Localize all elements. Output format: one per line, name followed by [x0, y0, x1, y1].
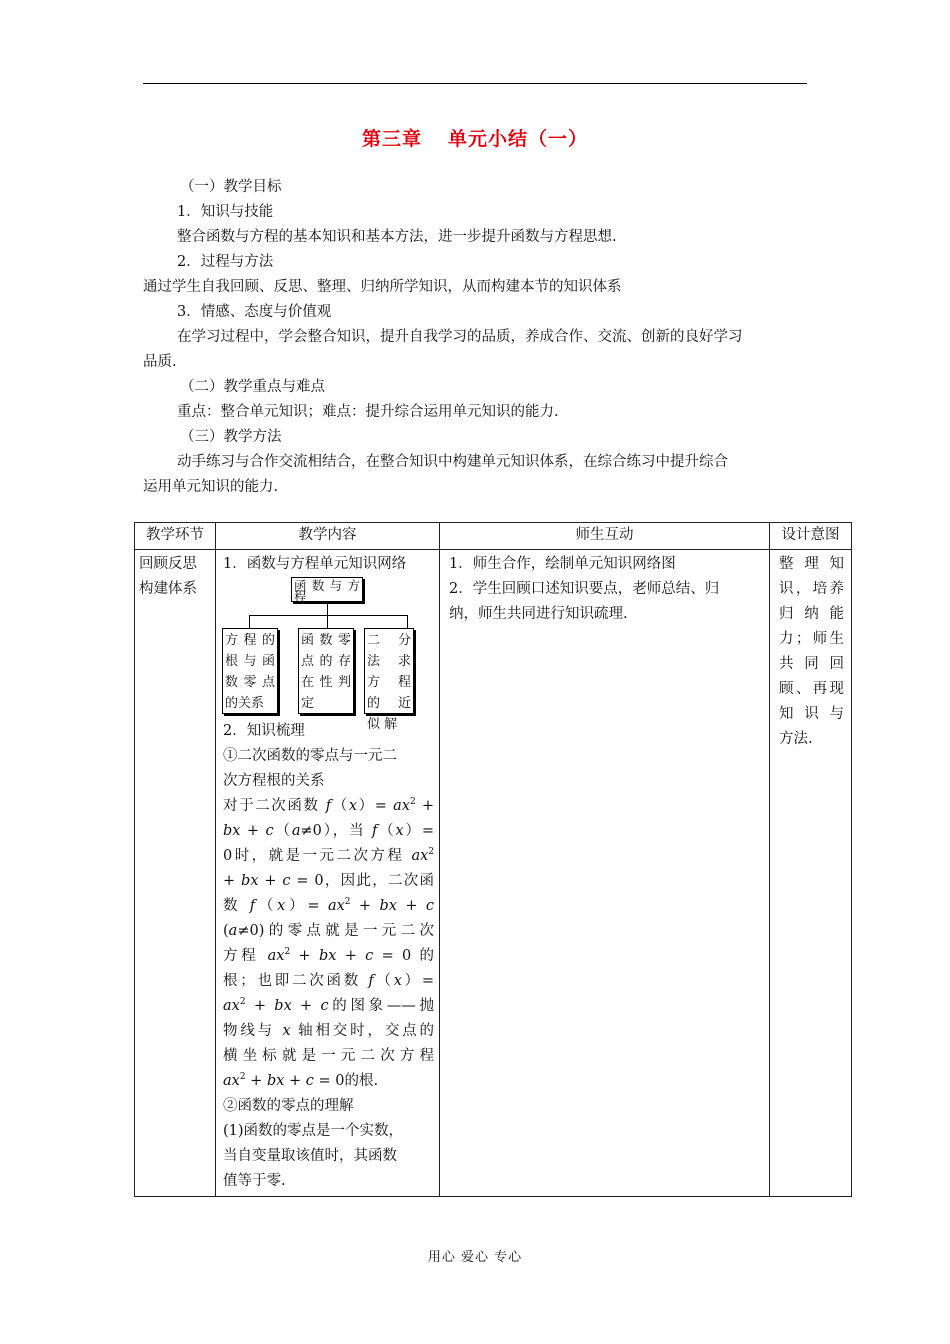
section-heading: （二）教学重点与难点: [180, 379, 325, 395]
diagram-root-box: 函 数 与 方 程: [291, 577, 363, 602]
math-line: 物线与 x 轴相交时，交点的: [223, 1023, 435, 1039]
stage-cell: [135, 550, 216, 1197]
paragraph: 动手练习与合作交流相结合，在整合知识中构建单元知识体系，在综合练习中提升综合: [177, 454, 728, 470]
section-heading: （三）教学方法: [180, 429, 282, 445]
diagram-connector: [249, 615, 407, 616]
intent-text: 知 识 与: [779, 706, 844, 722]
column-header: 教学环节: [135, 523, 216, 550]
paragraph: 在学习过程中，学会整合知识，提升自我学习的品质，养成合作、交流、创新的良好学习: [177, 329, 743, 345]
math-line: 方程 $ax^2$ + bx + c = 0 的: [223, 947, 435, 964]
interaction-cell: [440, 550, 770, 1197]
content-item: 1．函数与方程单元知识网络: [223, 556, 407, 572]
diagram-branch-box: 方 程 的 根 与 函 数 零 点 的关系: [222, 628, 278, 714]
header-rule: [143, 83, 807, 84]
diagram-connector: [327, 615, 328, 628]
math-line: $ax^2$ + bx + c的图象——抛: [223, 997, 435, 1014]
intent-text: 识，培养: [779, 581, 844, 597]
math-line: bx + c（a≠0），当 f（x）=: [223, 823, 435, 839]
content-text: 当自变量取该值时，其函数: [223, 1148, 397, 1164]
content-text: 值等于零.: [223, 1173, 286, 1189]
math-line: 数 $f(x)= ax^2$ + bx + c: [223, 897, 435, 914]
intent-text: 顾、再现: [779, 681, 844, 697]
paragraph: 整合函数与方程的基本知识和基本方法，进一步提升函数与方程思想.: [177, 229, 617, 245]
math-line: $ax^2$ + bx + c = 0的根.: [223, 1072, 379, 1089]
math-line: 0时，就是一元二次方程 $ax^2$: [223, 847, 435, 864]
subheading: 1．知识与技能: [177, 204, 274, 220]
page-title: [0, 124, 950, 151]
objectives-section: [143, 175, 807, 500]
content-subitem: ①二次函数的零点与一元二: [223, 748, 397, 764]
stage-label: 构建体系: [139, 581, 197, 597]
stage-label: 回顾反思: [139, 556, 197, 572]
diagram-branch-box: 函 数 零 点 的 存 在 性 判 定: [298, 628, 354, 714]
chapter-name: 单元小结（一）: [448, 128, 589, 150]
diagram-connector: [407, 615, 408, 628]
intent-text: 力；师生: [779, 631, 844, 647]
math-line: + bx + c = 0，因此，二次函: [223, 873, 435, 889]
diagram-branch-box: 二 分 法 求 方 程 的 近 似 解: [364, 628, 414, 714]
content-subitem: 次方程根的关系: [223, 773, 325, 789]
paragraph: 通过学生自我回顾、反思、整理、归纳所学知识，从而构建本节的知识体系: [143, 279, 622, 295]
interaction-text: 2．学生回顾口述知识要点，老师总结、归: [449, 581, 720, 597]
paragraph: 重点：整合单元知识；难点：提升综合运用单元知识的能力.: [177, 404, 559, 420]
content-item: 2．知识梳理: [223, 723, 305, 739]
math-line: 横坐标就是一元二次方程: [223, 1048, 434, 1064]
table-row: [135, 550, 852, 1197]
intent-text: 共 同 回: [779, 656, 844, 672]
subheading: 3．情感、态度与价值观: [177, 304, 332, 320]
column-header: 教学内容: [216, 523, 440, 550]
math-line: (a≠0)的零点就是一元二次: [223, 923, 434, 939]
intent-text: 整 理 知: [779, 556, 844, 572]
subheading: 2．过程与方法: [177, 254, 274, 270]
paragraph-continued: 品质.: [143, 354, 177, 370]
chapter-label: 第三章: [361, 128, 422, 150]
intent-text: 归 纳 能: [779, 606, 844, 622]
paragraph-continued: 运用单元知识的能力.: [143, 479, 279, 495]
content-subitem: ②函数的零点的理解: [223, 1098, 354, 1114]
page-footer: 用心 爱心 专心: [427, 1250, 523, 1265]
intent-text: 方法.: [779, 731, 813, 747]
interaction-text: 1．师生合作，绘制单元知识网络图: [449, 556, 676, 572]
interaction-text: 纳，师生共同进行知识疏理.: [449, 606, 628, 622]
diagram-connector: [327, 603, 328, 615]
content-cell: [216, 550, 440, 1197]
section-heading: （一）教学目标: [180, 179, 282, 195]
math-line: 对于二次函数 $f(x)= ax^2$ +: [223, 797, 435, 814]
math-line: 根；也即二次函数 f（x）=: [223, 973, 435, 989]
diagram-connector: [249, 615, 250, 628]
intent-cell: [770, 550, 852, 1197]
table-header-row: [135, 523, 852, 550]
lesson-table: [134, 522, 852, 1197]
content-text: (1)函数的零点是一个实数，: [223, 1123, 404, 1139]
column-header: 设计意图: [770, 523, 852, 550]
column-header: 师生互动: [440, 523, 770, 550]
